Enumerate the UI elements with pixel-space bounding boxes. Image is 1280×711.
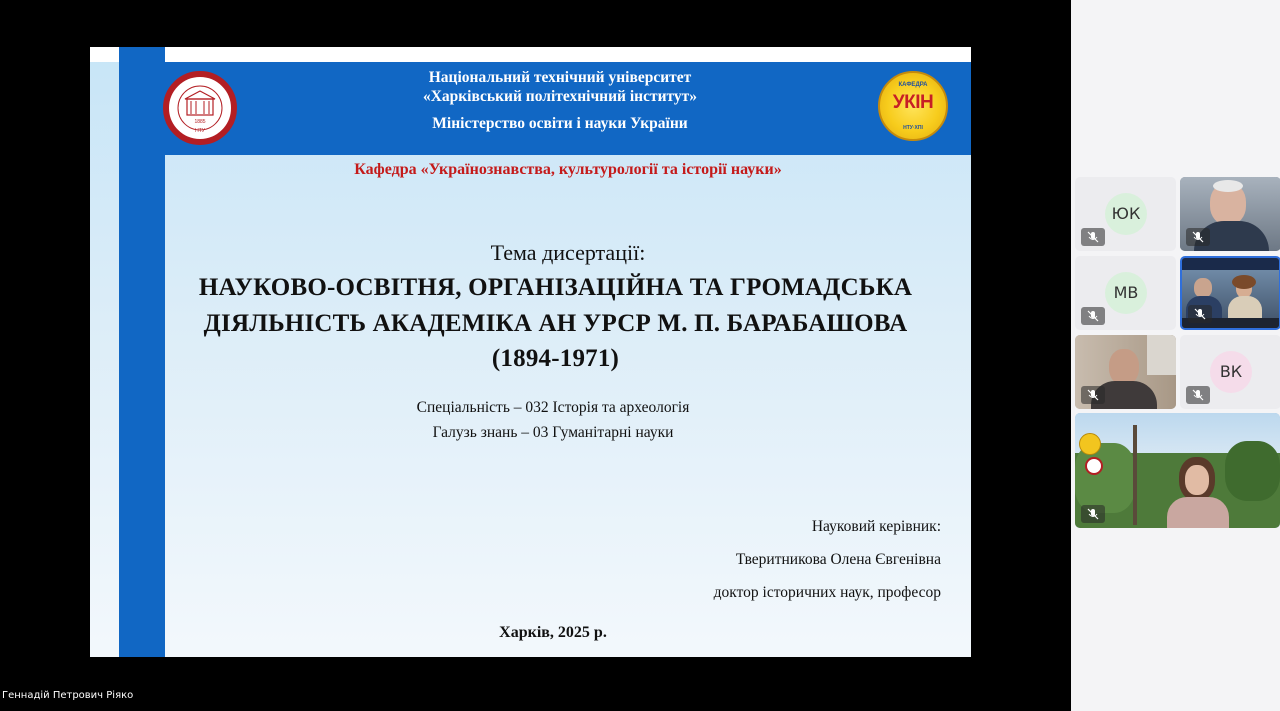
mic-muted-icon [1081,228,1105,246]
department-logo [878,71,948,141]
speciality-line: Спеціальність – 032 Історія та археологія [416,399,690,416]
participant-tile-yk[interactable] [1075,177,1176,251]
topic-label: Тема дисертації: [490,240,646,265]
mic-muted-icon [1081,386,1105,404]
slide-left-bar [119,47,165,657]
mic-muted-icon [1188,305,1212,323]
dissertation-title-line-2: ДІЯЛЬНІСТЬ АКАДЕМІКА АН УРСР М. П. БАРАБАШОВА [203,310,908,337]
university-name: Національний технічний університет [428,69,692,86]
dissertation-title-line-1: НАУКОВО-ОСВІТНЯ, ОРГАНІЗАЦІЙНА ТА ГРОМАДСЬКА [198,274,913,301]
mic-muted-icon [1081,307,1105,325]
supervisor-label: Науковий керівник: [811,518,941,535]
supervisor-name: Тверитникова Олена Євгенівна [735,551,941,568]
department-logo-text: УКІН [892,92,934,113]
mic-muted-icon [1186,228,1210,246]
avatar: МВ [1105,272,1147,314]
participant-tile-active-speaker[interactable] [1180,256,1280,330]
presentation-slide [90,47,971,657]
avatar: ЮК [1105,193,1147,235]
mic-muted-icon [1186,386,1210,404]
slide-header-band [165,62,971,155]
presenter-name-label: Геннадій Петрович Ріяко [2,690,134,701]
department-logo-bottom: НТУ·ХПІ [903,125,923,131]
participant-tile-video-3[interactable] [1075,413,1280,528]
mic-muted-icon [1081,505,1105,523]
city-year: Харків, 2025 р. [499,624,607,641]
participant-tile-video-1[interactable] [1180,177,1280,251]
logo-year: 1885 [194,119,206,125]
field-of-knowledge-line: Галузь знань – 03 Гуманітарні науки [432,424,674,441]
logo-abbr: НТУ [195,128,205,134]
department-logo-top: КАФЕДРА [898,82,928,88]
slide-top-strip [90,47,971,62]
participant-tile-video-2[interactable] [1075,335,1176,409]
participant-tile-mv[interactable] [1075,256,1176,330]
participant-tile-vk[interactable] [1180,335,1280,409]
supervisor-title: доктор історичних наук, професор [713,584,941,601]
avatar: ВК [1210,351,1252,393]
department-name: Кафедра «Українознавства, культурології та історії науки» [354,161,782,178]
university-logo [163,71,237,145]
dissertation-title-line-3: (1894-1971) [491,345,620,372]
ministry-name: Міністерство освіти і науки України [432,115,688,132]
participants-panel [1071,0,1280,711]
university-alt-name: «Харківський політехнічний інститут» [422,88,698,105]
